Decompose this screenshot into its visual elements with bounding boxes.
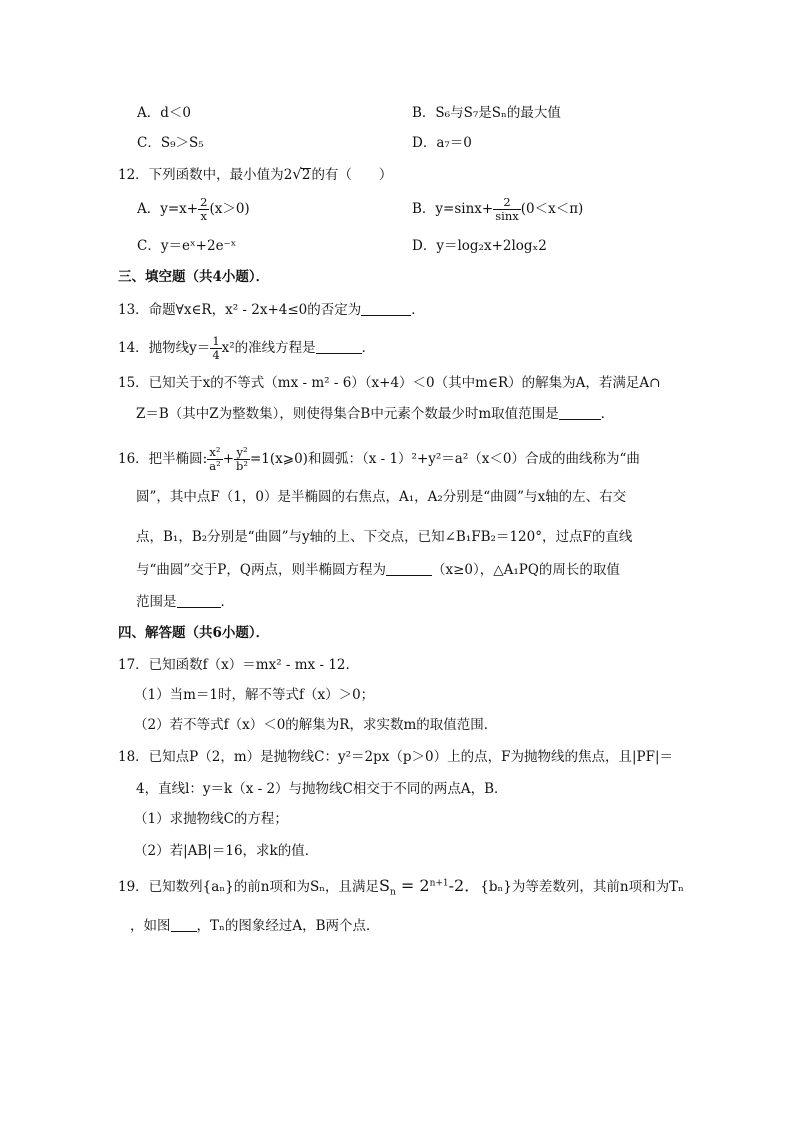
period: ． <box>361 340 376 357</box>
q16-line-2: 圆”，其中点F（1，0）是半椭圆的右焦点，A₁，A₂分别是“曲圆”与x轴的左、右交 <box>136 489 627 505</box>
formula-symbol: S <box>379 876 390 895</box>
fraction <box>207 446 222 473</box>
fraction <box>198 196 209 223</box>
fraction-denominator: b² <box>236 459 248 474</box>
stem-text: 12．下列函数中，最小值为 <box>118 167 284 183</box>
fraction-numerator: 1 <box>212 334 220 348</box>
option-text: S₆与S₇是Sₙ的最大值 <box>435 105 561 121</box>
plus-sign: + <box>222 451 235 468</box>
q16-line-5 <box>136 595 234 610</box>
q15-line-1: 15．已知关于x的不等式（mx - m² - 6）（x+4）＜0（其中m∈R）的解集为A，若满足A∩ <box>118 375 661 391</box>
answer-blank[interactable] <box>361 303 411 316</box>
section-title-answer: 四、解答题（共6小题）． <box>118 625 270 641</box>
fraction-numerator: x² <box>207 446 222 460</box>
q15-line-2 <box>136 407 614 422</box>
option-text: a₇＝0 <box>436 135 472 151</box>
q13 <box>118 303 425 318</box>
fraction-numerator: y² <box>234 446 250 460</box>
answer-blank[interactable] <box>559 407 601 420</box>
period: ． <box>600 406 615 422</box>
answer-blank[interactable] <box>316 341 362 354</box>
q18-part-2: （2）若|AB|＝16，求k的值． <box>134 843 319 859</box>
question-text: 14．抛物线y＝ <box>118 340 211 357</box>
q17-stem: 17．已知函数f（x）＝mx² - mx - 12． <box>118 657 359 673</box>
q12-option-d: D．y＝log₂x+2logₓ2 <box>412 238 547 254</box>
q17-part-1: （1）当m＝1时，解不等式f（x）＞0； <box>134 687 375 703</box>
option-letter: A． <box>137 105 161 121</box>
option-text: A．y=x+ <box>137 201 199 218</box>
fraction-numerator: 2 <box>493 196 520 210</box>
question-text: ，如图 <box>130 918 171 934</box>
fraction-denominator: a² <box>209 459 221 474</box>
q12-option-a <box>137 196 250 223</box>
answer-blank[interactable] <box>386 563 432 576</box>
question-text: Z＝B（其中Z为整数集），则使得集合B中元素个数最少时m取值范围是 <box>136 406 559 422</box>
fraction-numerator: 2 <box>200 195 208 209</box>
q11-option-b <box>412 107 561 121</box>
option-text: (x＞0) <box>209 201 250 218</box>
q12-option-b <box>412 196 583 223</box>
sqrt-radicand: 2 <box>301 167 311 183</box>
answer-blank[interactable] <box>171 919 197 932</box>
question-text: 16．把半椭圆: <box>118 451 208 468</box>
fraction <box>493 196 520 223</box>
option-text: (0＜x＜π) <box>520 201 584 218</box>
sqrt-sign: √ <box>292 165 302 183</box>
formula-exponent: n+1 <box>429 878 449 889</box>
question-text: ，Tₙ的图象经过A，B两个点． <box>196 918 380 934</box>
fraction <box>210 335 221 362</box>
q11-option-a <box>137 107 191 121</box>
question-text: 与“曲圆”交于P，Q两点，则半椭圆方程为 <box>136 562 386 578</box>
option-text: d＜0 <box>160 105 191 121</box>
q12-option-c: C．y＝eˣ+2e⁻ˣ <box>137 238 237 254</box>
option-letter: D． <box>412 135 437 151</box>
question-text: 范围是 <box>136 594 177 610</box>
fraction <box>234 446 250 473</box>
q19-line-2 <box>130 919 380 934</box>
formula-text: -2． <box>448 876 481 895</box>
stem-text: 的有（ ） <box>311 167 393 183</box>
stem-number: 2 <box>283 167 293 183</box>
question-text: 19．已知数列{aₙ}的前n项和为Sₙ，且满足 <box>118 879 380 895</box>
question-text: x²的准线方程是 <box>221 340 316 357</box>
q18-line-1: 18．已知点P（2，m）是抛物线C：y²＝2px（p＞0）上的点，F为抛物线的焦点，且|PF|＝ <box>118 749 674 765</box>
fraction-denominator: 4 <box>212 348 220 363</box>
q11-option-c <box>137 137 204 151</box>
question-text: （x≥0），△A₁PQ的周长的取值 <box>431 562 620 578</box>
answer-blank[interactable] <box>177 595 221 608</box>
q16-line-1 <box>118 446 640 473</box>
question-text: {bₙ}为等差数列，其前n项和为Tₙ <box>480 879 684 895</box>
q18-line-2: 4，直线l：y＝k（x - 2）与抛物线C相交于不同的两点A，B． <box>136 781 508 797</box>
question-text: 13．命题∀x∈R，x² - 2x+4≤0的否定为 <box>118 302 362 318</box>
option-text: B．y=sinx+ <box>412 201 494 218</box>
q18-part-1: （1）求抛物线C的方程； <box>134 811 288 827</box>
option-letter: C． <box>137 135 161 151</box>
q17-part-2: （2）若不等式f（x）＜0的解集为R，求实数m的取值范围． <box>134 717 498 733</box>
q16-line-3: 点，B₁，B₂分别是“曲圆”与y轴的上、下交点，已知∠B₁FB₂＝120°，过点F的直线 <box>136 529 633 545</box>
formula-subscript: n <box>390 887 396 898</box>
period: ． <box>411 302 425 318</box>
fraction-denominator: sinx <box>495 209 519 224</box>
fraction-denominator: x <box>200 209 208 224</box>
formula-text: = 2 <box>395 876 430 895</box>
period: ． <box>220 594 234 610</box>
section-title-fill-in: 三、填空题（共4小题）． <box>118 269 270 285</box>
question-text: =1(x⩾0)和圆弧：（x - 1）²+y²＝a²（x＜0）合成的曲线称为“曲 <box>250 451 640 468</box>
q14 <box>118 335 375 362</box>
q12-stem <box>118 167 392 183</box>
q11-option-d <box>412 137 472 151</box>
q19-line-1 <box>118 876 684 898</box>
option-text: S₉＞S₅ <box>160 135 204 151</box>
q16-line-4 <box>136 563 620 578</box>
option-letter: B． <box>412 105 436 121</box>
